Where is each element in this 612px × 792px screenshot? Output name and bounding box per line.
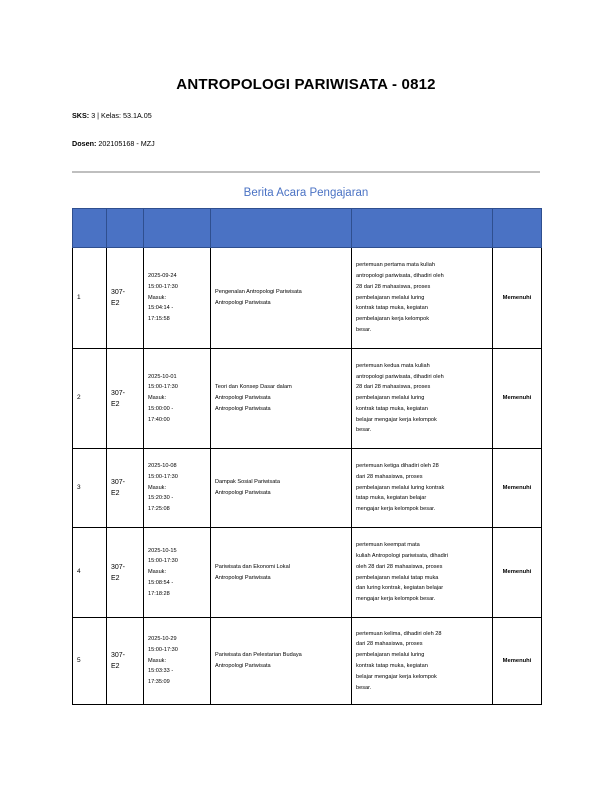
- sks-line: [72, 111, 152, 120]
- row-room: 307- E2: [107, 248, 144, 349]
- row-topic: Dampak Sosial Pariwisata Antropologi Pariwisata: [211, 449, 352, 528]
- table-row: [73, 528, 542, 618]
- row-description: pertemuan pertama mata kuliah antropologi pariwisata, dihadiri oleh 28 dari 28 mahasiswa, proses pembelajaran melalui luring kontrak tatap muka, kegiatan pembelajaran kerja kelompok besar.: [352, 248, 493, 349]
- row-number: 4: [73, 528, 107, 618]
- header-cell-keterangan: [352, 209, 493, 248]
- dosen-value: 202105168 - MZJ: [98, 139, 155, 148]
- row-schedule: 2025-10-15 15:00-17:30 Masuk: 15:08:54 - 17:18:28: [144, 528, 211, 618]
- row-status: Memenuhi: [493, 248, 542, 349]
- section-title: Berita Acara Pengajaran: [243, 187, 369, 199]
- header-cell-no: [73, 209, 107, 248]
- header-cell-kelas: [107, 209, 144, 248]
- header-cell-status: [493, 209, 542, 248]
- table-row: [73, 618, 542, 705]
- sks-label: SKS:: [72, 111, 90, 120]
- row-status: Memenuhi: [493, 449, 542, 528]
- table-row: [73, 248, 542, 349]
- table-row: [73, 349, 542, 449]
- row-schedule: 2025-10-29 15:00-17:30 Masuk: 15:03:33 - 17:35:09: [144, 618, 211, 705]
- row-number: 2: [73, 349, 107, 449]
- row-description: pertemuan kelima, dihadiri oleh 28 dari 28 mahasiswa, proses pembelajaran melalui luring kontrak tatap muka, kegiatan belajar mengajar kerja kelompok besar.: [352, 618, 493, 705]
- table-header-row: [73, 209, 542, 248]
- row-topic: Pariwisata dan Pelestarian Budaya Antropologi Pariwisata: [211, 618, 352, 705]
- row-topic: Pengenalan Antropologi Pariwisata Antropologi Pariwisata: [211, 248, 352, 349]
- row-schedule: 2025-10-01 15:00-17:30 Masuk: 15:00:00 - 17:40:00: [144, 349, 211, 449]
- header-cell-waktu: [144, 209, 211, 248]
- row-status: Memenuhi: [493, 618, 542, 705]
- header-cell-materi: [211, 209, 352, 248]
- row-number: 1: [73, 248, 107, 349]
- document-title: ANTROPOLOGI PARIWISATA - 0812: [176, 76, 436, 93]
- sks-value: 3 | Kelas: 53.1A.05: [91, 111, 152, 120]
- divider-line: [72, 171, 540, 173]
- dosen-label: Dosen:: [72, 139, 97, 148]
- row-topic: Pariwisata dan Ekonomi Lokal Antropologi Pariwisata: [211, 528, 352, 618]
- row-number: 5: [73, 618, 107, 705]
- dosen-line: [72, 139, 155, 148]
- row-room: 307- E2: [107, 618, 144, 705]
- row-status: Memenuhi: [493, 528, 542, 618]
- row-description: pertemuan ketiga dihadiri oleh 28 dari 28 mahasiswa, proses pembelajaran melalui luring kontrak tatap muka, kegiatan belajar mengajar kerja kelompok besar.: [352, 449, 493, 528]
- row-room: 307- E2: [107, 449, 144, 528]
- row-room: 307- E2: [107, 528, 144, 618]
- row-schedule: 2025-10-08 15:00-17:30 Masuk: 15:20:30 - 17:25:08: [144, 449, 211, 528]
- row-schedule: 2025-09-24 15:00-17:30 Masuk: 15:04:14 - 17:15:58: [144, 248, 211, 349]
- teaching-report-table: [72, 208, 542, 705]
- row-topic: Teori dan Konsep Dasar dalam Antropologi Pariwisata Antropologi Pariwisata: [211, 349, 352, 449]
- row-number: 3: [73, 449, 107, 528]
- row-description: pertemuan kedua mata kuliah antropologi pariwisata, dihadiri oleh 28 dari 28 mahasiswa, proses pembelajaran melalui luring kontrak tatap muka, kegiatan belajar mengajar kerja kelompok besar.: [352, 349, 493, 449]
- table-row: [73, 449, 542, 528]
- row-status: Memenuhi: [493, 349, 542, 449]
- row-room: 307- E2: [107, 349, 144, 449]
- row-description: pertemuan keempat mata kuliah Antropologi pariwisata, dihadiri oleh 28 dari 28 mahasiswa, proses pembelajaran melalui tatap muka dan luring kontrak, kegiatan belajar mengajar kerja kelompok besar.: [352, 528, 493, 618]
